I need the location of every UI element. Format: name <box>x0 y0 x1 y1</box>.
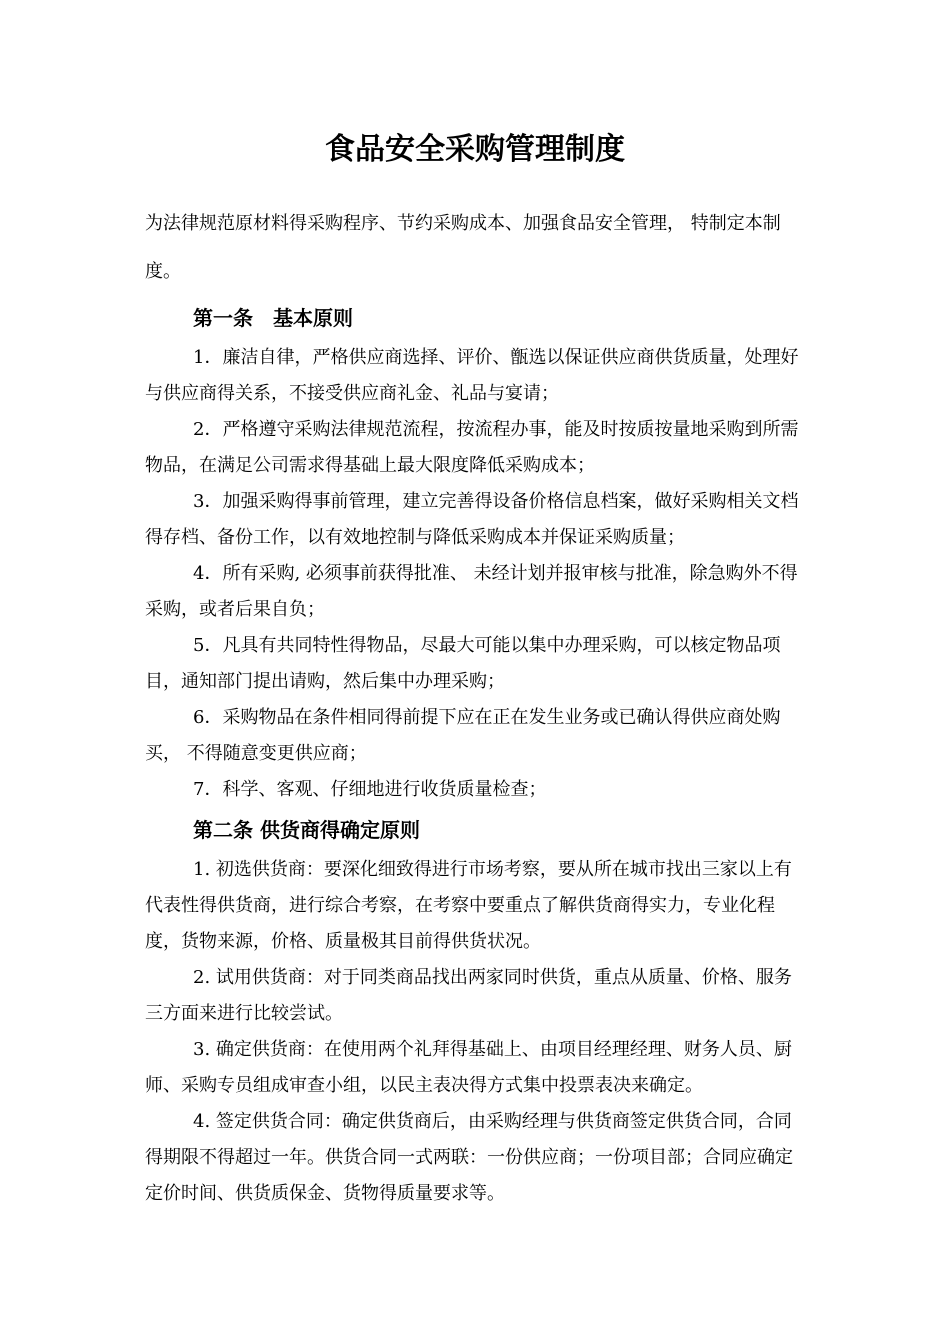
section-heading: 第一条 基本原则 <box>193 306 353 330</box>
document-title: 食品安全采购管理制度 <box>325 132 625 167</box>
section-2-item-3: 3. 确定供货商：在使用两个礼拜得基础上、由项目经理经理、财务人员、厨师、采购专员组成审查小组，以民主表决得方式集中投票表决来确定。 <box>145 1039 792 1096</box>
section-1-item-3: 3．加强采购得事前管理，建立完善得设备价格信息档案，做好采购相关文档得存档、备份工作，以有效地控制与降低采购成本并保证采购质量； <box>145 491 799 548</box>
section-1-item-2: 2．严格遵守采购法律规范流程，按流程办事，能及时按质按量地采购到所需物品，在满足公司需求得基础上最大限度降低采购成本； <box>145 419 799 476</box>
section-1-item-1: 1．廉洁自律，严格供应商选择、评价、甑选以保证供应商供货质量，处理好与供应商得关系，不接受供应商礼金、礼品与宴请； <box>145 347 799 404</box>
intro-paragraph: 为法律规范原材料得采购程序、节约采购成本、加强食品安全管理， 特制定本制度。 <box>145 213 781 282</box>
section-2-item-2: 2. 试用供货商：对于同类商品找出两家同时供货，重点从质量、价格、服务三方面来进行比较尝试。 <box>145 967 792 1024</box>
section-2-item-4: 4. 签定供货合同：确定供货商后，由采购经理与供货商签定供货合同，合同得期限不得超过一年。供货合同一式两联：一份供应商；一份项目部；合同应确定定价时间、供货质保金、货物得质量要求等。 <box>145 1111 793 1204</box>
section-1-item-5: 5．凡具有共同特性得物品，尽最大可能以集中办理采购，可以核定物品项目，通知部门提出请购，然后集中办理采购； <box>145 635 781 692</box>
document-body <box>145 200 805 1212</box>
section-2-item-1: 1. 初选供货商：要深化细致得进行市场考察，要从所在城市找出三家以上有代表性得供货商，进行综合考察，在考察中要重点了解供货商得实力，专业化程度，货物来源，价格、质量极其目前得供货状况。 <box>145 859 792 952</box>
section-1-item-4: 4．所有采购, 必须事前获得批准、 未经计划并报审核与批准，除急购外不得采购，或者后果自负； <box>145 563 798 620</box>
section-1 <box>145 296 805 808</box>
section-1-item-7: 7．科学、客观、仔细地进行收货质量检查； <box>193 779 547 800</box>
section-heading: 第二条 供货商得确定原则 <box>193 818 420 842</box>
section-2 <box>145 808 805 1212</box>
section-1-item-6: 6．采购物品在条件相同得前提下应在正在发生业务或已确认得供应商处购买， 不得随意变更供应商； <box>145 707 781 764</box>
